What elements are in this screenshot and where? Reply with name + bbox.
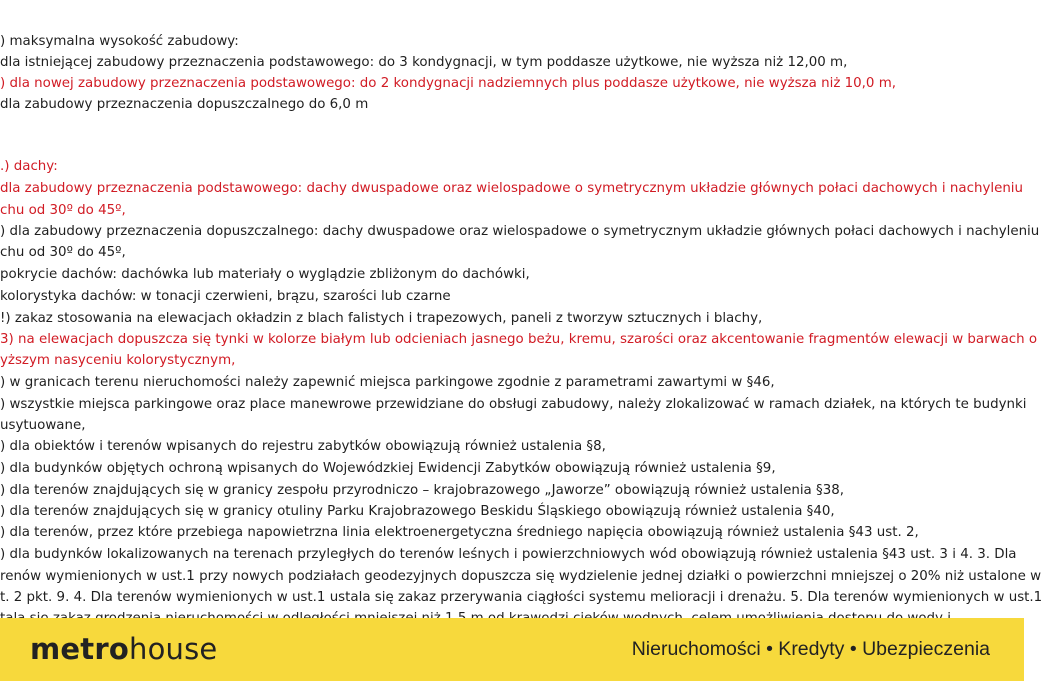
doc-line: dla istniejącej zabudowy przeznaczenia podstawowego: do 3 kondygnacji, w tym poddasze użytkowe, nie wyższa niż 12,00 m, — [0, 55, 848, 70]
logo-brand-bold: metro — [30, 632, 129, 666]
doc-line: ) wszystkie miejsca parkingowe oraz place manewrowe przewidziane do obsługi zabudowy, należy zlokalizować w ramach działek, na których te budynki — [0, 397, 1027, 412]
doc-line: 3) na elewacjach dopuszcza się tynki w kolorze białym lub odcieniach jasnego beżu, kremu, szarości oraz akcentowanie fragmentów elewacji w barwach o — [0, 332, 1038, 347]
doc-line: t. 2 pkt. 9. 4. Dla terenów wymienionych w ust.1 ustala się zakaz przerywania ciągłości systemu melioracji i drenażu. 5. Dla terenów wymienionych w ust.1 — [0, 590, 1042, 605]
doc-line: pokrycie dachów: dachówka lub materiały o wyglądzie zbliżonym do dachówki, — [0, 267, 530, 282]
metrohouse-logo — [30, 632, 217, 666]
doc-line: .) dachy: — [0, 159, 58, 174]
doc-line: ) dla terenów, przez które przebiega napowietrzna linia elektroenergetyczna średniego napięcia obowiązują również ustalenia §43 ust. 2, — [0, 525, 919, 540]
footer-tagline: Nieruchomości • Kredyty • Ubezpieczenia — [631, 638, 990, 660]
doc-line: yższym nasyceniu kolorystycznym, — [0, 353, 236, 368]
doc-line: ) dla nowej zabudowy przeznaczenia podstawowego: do 2 kondygnacji nadziemnych plus poddasze użytkowe, nie wyższa niż 10,0 m, — [0, 76, 897, 91]
doc-line: renów wymienionych w ust.1 przy nowych podziałach geodezyjnych dopuszcza się wydzielenie jednej działki o powierzchni mniejszej o 20% niż ustalone w — [0, 569, 1042, 584]
doc-line: usytuowane, — [0, 418, 86, 433]
doc-line: ) w granicach terenu nieruchomości należy zapewnić miejsca parkingowe zgodnie z parametrami zawartymi w §46, — [0, 375, 775, 390]
doc-line: kolorystyka dachów: w tonacji czerwieni, brązu, szarości lub czarne — [0, 289, 451, 304]
doc-line: chu od 30º do 45º, — [0, 203, 126, 218]
doc-line: ) dla terenów znajdujących się w granicy zespołu przyrodniczo – krajobrazowego „Jaworze” obowiązują również ustalenia §38, — [0, 483, 844, 498]
doc-line: dla zabudowy przeznaczenia dopuszczalnego do 6,0 m — [0, 97, 369, 112]
doc-line: dla zabudowy przeznaczenia podstawowego: dachy dwuspadowe oraz wielospadowe o symetrycznym układzie głównych połaci dachowych i nachyleniu — [0, 181, 1024, 196]
doc-line: ) dla obiektów i terenów wpisanych do rejestru zabytków obowiązują również ustalenia §8, — [0, 439, 606, 454]
doc-line: ) maksymalna wysokość zabudowy: — [0, 34, 239, 49]
doc-line: ) dla zabudowy przeznaczenia dopuszczalnego: dachy dwuspadowe oraz wielospadowe o symetrycznym układzie głównych połaci dachowych i nachyleniu — [0, 224, 1040, 239]
footer-banner — [0, 618, 1024, 681]
doc-line: chu od 30º do 45º, — [0, 245, 126, 260]
doc-line: !) zakaz stosowania na elewacjach okładzin z blach falistych i trapezowych, paneli z tworzyw sztucznych i blachy, — [0, 311, 763, 326]
doc-line: ) dla terenów znajdujących się w granicy otuliny Parku Krajobrazowego Beskidu Śląskiego obowiązują również ustalenia §40, — [0, 504, 835, 519]
doc-line: ) dla budynków objętych ochroną wpisanych do Wojewódzkiej Ewidencji Zabytków obowiązują również ustalenia §9, — [0, 461, 776, 476]
logo-brand-light: house — [128, 632, 218, 666]
doc-line: ) dla budynków lokalizowanych na terenach przyległych do terenów leśnych i powierzchniowych wód obowiązują również ustalenia §43 ust. 3 i 4. 3. Dla — [0, 547, 1017, 562]
